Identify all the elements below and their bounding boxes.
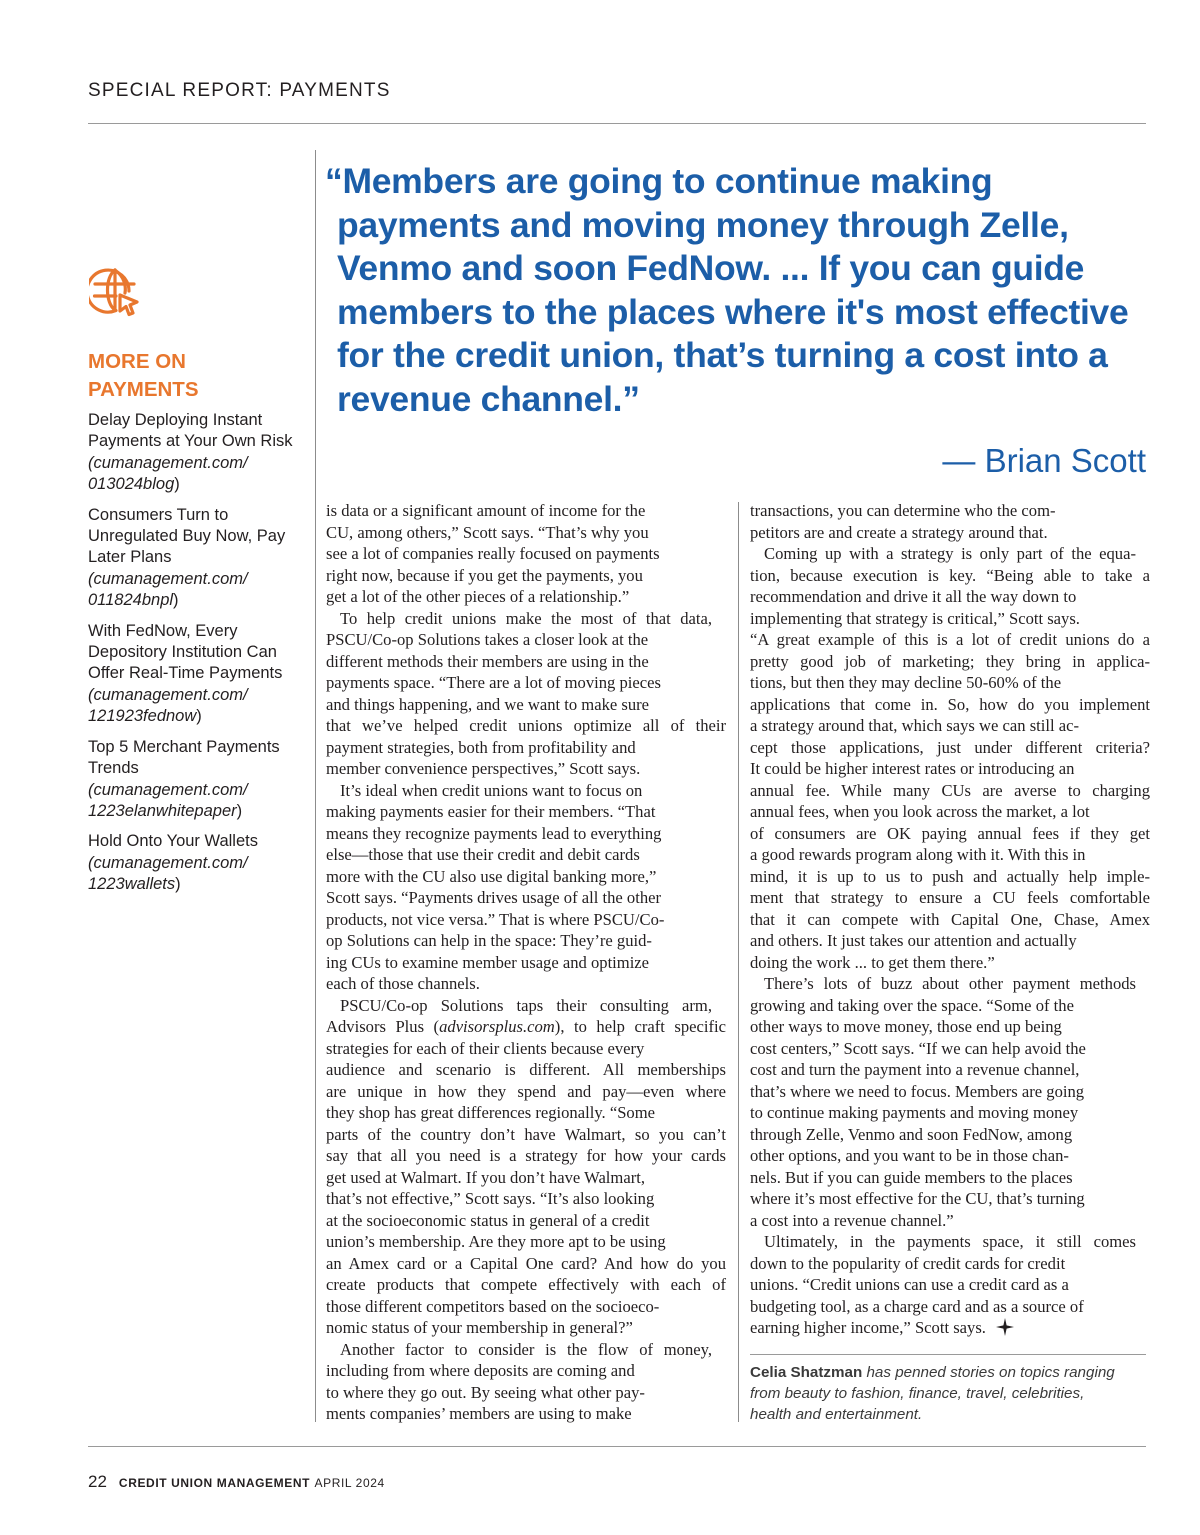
body-line: PSCU/Co-op Solutions takes a closer look at the (326, 630, 649, 649)
body-line: means they recognize payments lead to everything (326, 823, 662, 843)
related-link-item[interactable] (88, 410, 308, 496)
section-header: SPECIAL REPORT: PAYMENTS (88, 80, 391, 101)
related-link-url[interactable]: (cumanagement.com/ 1223elanwhitepaper) (88, 780, 248, 820)
pull-quote (325, 160, 1155, 421)
body-line: cost and turn the payment into a revenue channel, (750, 1060, 1080, 1079)
issue-date: APRIL 2024 (314, 1476, 385, 1490)
body-line: and others. It just takes our attention and actually (750, 931, 1077, 950)
body-line: that’s where we need to focus. Members are going (750, 1081, 1085, 1101)
body-line: doing the work ... to get them there.” (750, 952, 995, 972)
body-line: unions. “Credit unions can use a credit card as a (750, 1275, 1069, 1294)
bio-line: from beauty to fashion, finance, travel, celebrities, (750, 1385, 1085, 1402)
related-link-title: Hold Onto Your Wallets (88, 832, 258, 851)
bio-line: health and entertainment. (750, 1406, 923, 1423)
column-divider-middle (738, 502, 739, 1422)
pull-quote-attribution: — Brian Scott (942, 442, 1146, 479)
globe-cursor-icon (89, 265, 141, 317)
body-line: Advisors Plus (advisorsplus.com), to help craft specific (326, 1017, 727, 1036)
body-column-1 (326, 500, 726, 1425)
body-line: nomic status of your membership in general?” (326, 1318, 633, 1337)
body-line: Scott says. “Payments drives usage of all the other (326, 888, 662, 907)
body-line: ing CUs to examine member usage and optimize (326, 952, 650, 972)
body-line: There’s lots of buzz about other payment methods (764, 974, 1136, 993)
body-line: tions, but then they may decline 50-60% of the (750, 673, 1062, 692)
author-bio (750, 1362, 1150, 1425)
related-link-item[interactable] (88, 505, 308, 612)
sidebar-title: MORE ON PAYMENTS (88, 350, 199, 401)
related-links-list (88, 410, 308, 896)
body-line: PSCU/Co-op Solutions taps their consulting arm, (340, 995, 712, 1015)
body-line: cost centers,” Scott says. “If we can help avoid the (750, 1038, 1086, 1058)
body-line: transactions, you can determine who the com- (750, 501, 1056, 520)
sidebar-more-on-payments (88, 265, 308, 905)
body-line: payments space. “There are a lot of moving pieces (326, 673, 661, 692)
author-name: Celia Shatzman (750, 1364, 863, 1381)
pull-quote-line: revenue channel.” (337, 378, 640, 419)
top-rule (88, 123, 1146, 124)
bio-rule (750, 1354, 1146, 1355)
body-line: It could be higher interest rates or introducing an (750, 759, 1075, 778)
body-line: different methods their members are using in the (326, 651, 649, 671)
magazine-name: CREDIT UNION MANAGEMENT (118, 1476, 311, 1490)
body-line: annual fees, when you look across the market, a lot (750, 802, 1090, 821)
body-line: each of those channels. (326, 974, 480, 993)
related-link-item[interactable] (88, 737, 308, 823)
related-link-url[interactable]: (cumanagement.com/ 121923fednow) (88, 685, 248, 726)
body-line: get used at Walmart. If you don’t have Walmart, (326, 1167, 645, 1187)
body-line: tion, because execution is key. “Being able to take a (750, 565, 1150, 585)
related-link-item[interactable] (88, 621, 308, 728)
body-line: is data or a significant amount of income for the (326, 501, 646, 520)
pull-quote-line: Venmo and soon FedNow. ... If you can guide (337, 248, 1085, 288)
body-line: that’s not effective,” Scott says. “It’s also looking (326, 1189, 655, 1208)
body-line: parts of the country don’t have Walmart, so you can’t (326, 1124, 726, 1144)
body-line: other options, and you want to be in those chan- (750, 1146, 1069, 1165)
pull-quote-line: for the credit union, that’s turning a cost into a (337, 335, 1108, 375)
body-line: else—those that use their credit and debit cards (326, 845, 640, 864)
body-line: including from where deposits are coming and (326, 1361, 635, 1380)
body-line: at the socioeconomic status in general of a credit (326, 1210, 650, 1230)
body-line: earning higher income,” Scott says. (750, 1317, 1150, 1339)
body-line: growing and taking over the space. “Some of the (750, 995, 1074, 1015)
body-line: petitors are and create a strategy around that. (750, 522, 1048, 542)
body-line: where it’s most effective for the CU, that’s turning (750, 1189, 1085, 1208)
body-line: recommendation and drive it all the way down to (750, 587, 1077, 606)
related-link-title: Delay Deploying Instant Payments at Your Own Risk (88, 411, 293, 451)
body-line: a good rewards program along with it. With this in (750, 845, 1086, 864)
body-line: nels. But if you can guide members to the places (750, 1167, 1073, 1187)
pull-quote-line: members to the places where it's most effective (337, 291, 1129, 332)
body-line: making payments easier for their members. “That (326, 802, 656, 821)
body-line: that it can compete with Capital One, Chase, Amex (750, 909, 1150, 929)
article-end-star-icon (996, 1318, 1014, 1336)
body-line: ment that strategy to ensure a CU feels comfortable (750, 888, 1150, 907)
related-link-title: With FedNow, Every Depository Institution Can Offer Real-Time Payments (88, 621, 283, 683)
related-link-title: Consumers Turn to Unregulated Buy Now, Pay Later Plans (88, 505, 286, 567)
body-line: right now, because if you get the payments, you (326, 565, 643, 585)
body-line: get a lot of the other pieces of a relationship.” (326, 587, 630, 606)
body-line: see a lot of companies really focused on payments (326, 544, 660, 563)
body-line: a cost into a revenue channel.” (750, 1210, 954, 1230)
body-line: pretty good job of marketing; they bring in applica- (750, 651, 1150, 671)
related-link-url[interactable]: (cumanagement.com/ 1223wallets) (88, 853, 248, 894)
body-line: member convenience perspectives,” Scott says. (326, 759, 641, 778)
page-footer (88, 1472, 385, 1492)
body-line: To help credit unions make the most of that data, (340, 608, 712, 628)
body-line: are unique in how they spend and pay—even where (326, 1081, 726, 1101)
body-line: a strategy around that, which says we can still ac- (750, 716, 1079, 735)
body-line: and things happening, and we want to make sure (326, 694, 650, 714)
related-link-url[interactable]: (cumanagement.com/ 013024blog) (88, 453, 248, 494)
body-line: budgeting tool, as a charge card and as a source of (750, 1296, 1084, 1316)
body-line: create products that compete effectively with each of (326, 1275, 726, 1294)
related-link-item[interactable] (88, 831, 308, 895)
body-line: It’s ideal when credit unions want to focus on (340, 780, 643, 800)
body-line: applications that come in. So, how do you implement (750, 694, 1150, 714)
body-line: implementing that strategy is critical,” Scott says. (750, 608, 1080, 628)
body-line: more with the CU also use digital banking more,” (326, 866, 657, 886)
body-line: down to the popularity of credit cards for credit (750, 1253, 1066, 1273)
body-line: payment strategies, both from profitability and (326, 737, 636, 757)
body-line: Ultimately, in the payments space, it still comes (764, 1232, 1136, 1251)
body-line: an Amex card or a Capital One card? And how do you (326, 1253, 726, 1273)
body-line: union’s membership. Are they more apt to be using (326, 1232, 666, 1251)
body-line: say that all you need is a strategy for how your cards (326, 1146, 726, 1165)
bottom-rule (88, 1446, 1146, 1447)
body-line: Coming up with a strategy is only part of the equa- (764, 544, 1136, 563)
body-line: ments companies’ members are using to make (326, 1404, 632, 1423)
pull-quote-line: “Members are going to continue making (325, 161, 993, 201)
body-line: to where they go out. By seeing what other pay- (326, 1382, 645, 1402)
bio-line: Celia Shatzman has penned stories on topics ranging (750, 1364, 1115, 1381)
body-line: those different competitors based on the socioeco- (326, 1296, 660, 1316)
body-line: through Zelle, Venmo and soon FedNow, among (750, 1124, 1073, 1144)
body-line: strategies for each of their clients because every (326, 1038, 645, 1058)
body-line: op Solutions can help in the space: They’re guid- (326, 931, 652, 950)
body-line: products, not vice versa.” That is where PSCU/Co- (326, 909, 665, 929)
column-divider-left (315, 150, 316, 1422)
body-line: they shop has great differences regionally. “Some (326, 1103, 655, 1122)
body-line: CU, among others,” Scott says. “That’s why you (326, 522, 649, 542)
body-line: to continue making payments and moving money (750, 1103, 1079, 1122)
body-line: that we’ve helped credit unions optimize all of their (326, 716, 726, 735)
body-line: cept those applications, just under different criteria? (750, 737, 1150, 757)
body-line: other ways to move money, those end up being (750, 1017, 1062, 1036)
related-link-url[interactable]: (cumanagement.com/ 011824bnpl) (88, 569, 248, 610)
body-line: mind, it is up to us to push and actually help imple- (750, 866, 1150, 886)
body-line: annual fee. While many CUs are averse to charging (750, 780, 1150, 800)
body-line: audience and scenario is different. All memberships (326, 1060, 726, 1079)
body-line: “A great example of this is a lot of credit unions do a (750, 630, 1150, 649)
body-line: of consumers are OK paying annual fees if they get (750, 823, 1150, 843)
pull-quote-line: payments and moving money through Zelle, (337, 204, 1069, 245)
body-line: Another factor to consider is the flow of money, (340, 1339, 712, 1359)
body-column-2 (750, 500, 1150, 1339)
page-number: 22 (88, 1472, 107, 1491)
related-link-title: Top 5 Merchant Payments Trends (88, 737, 280, 778)
